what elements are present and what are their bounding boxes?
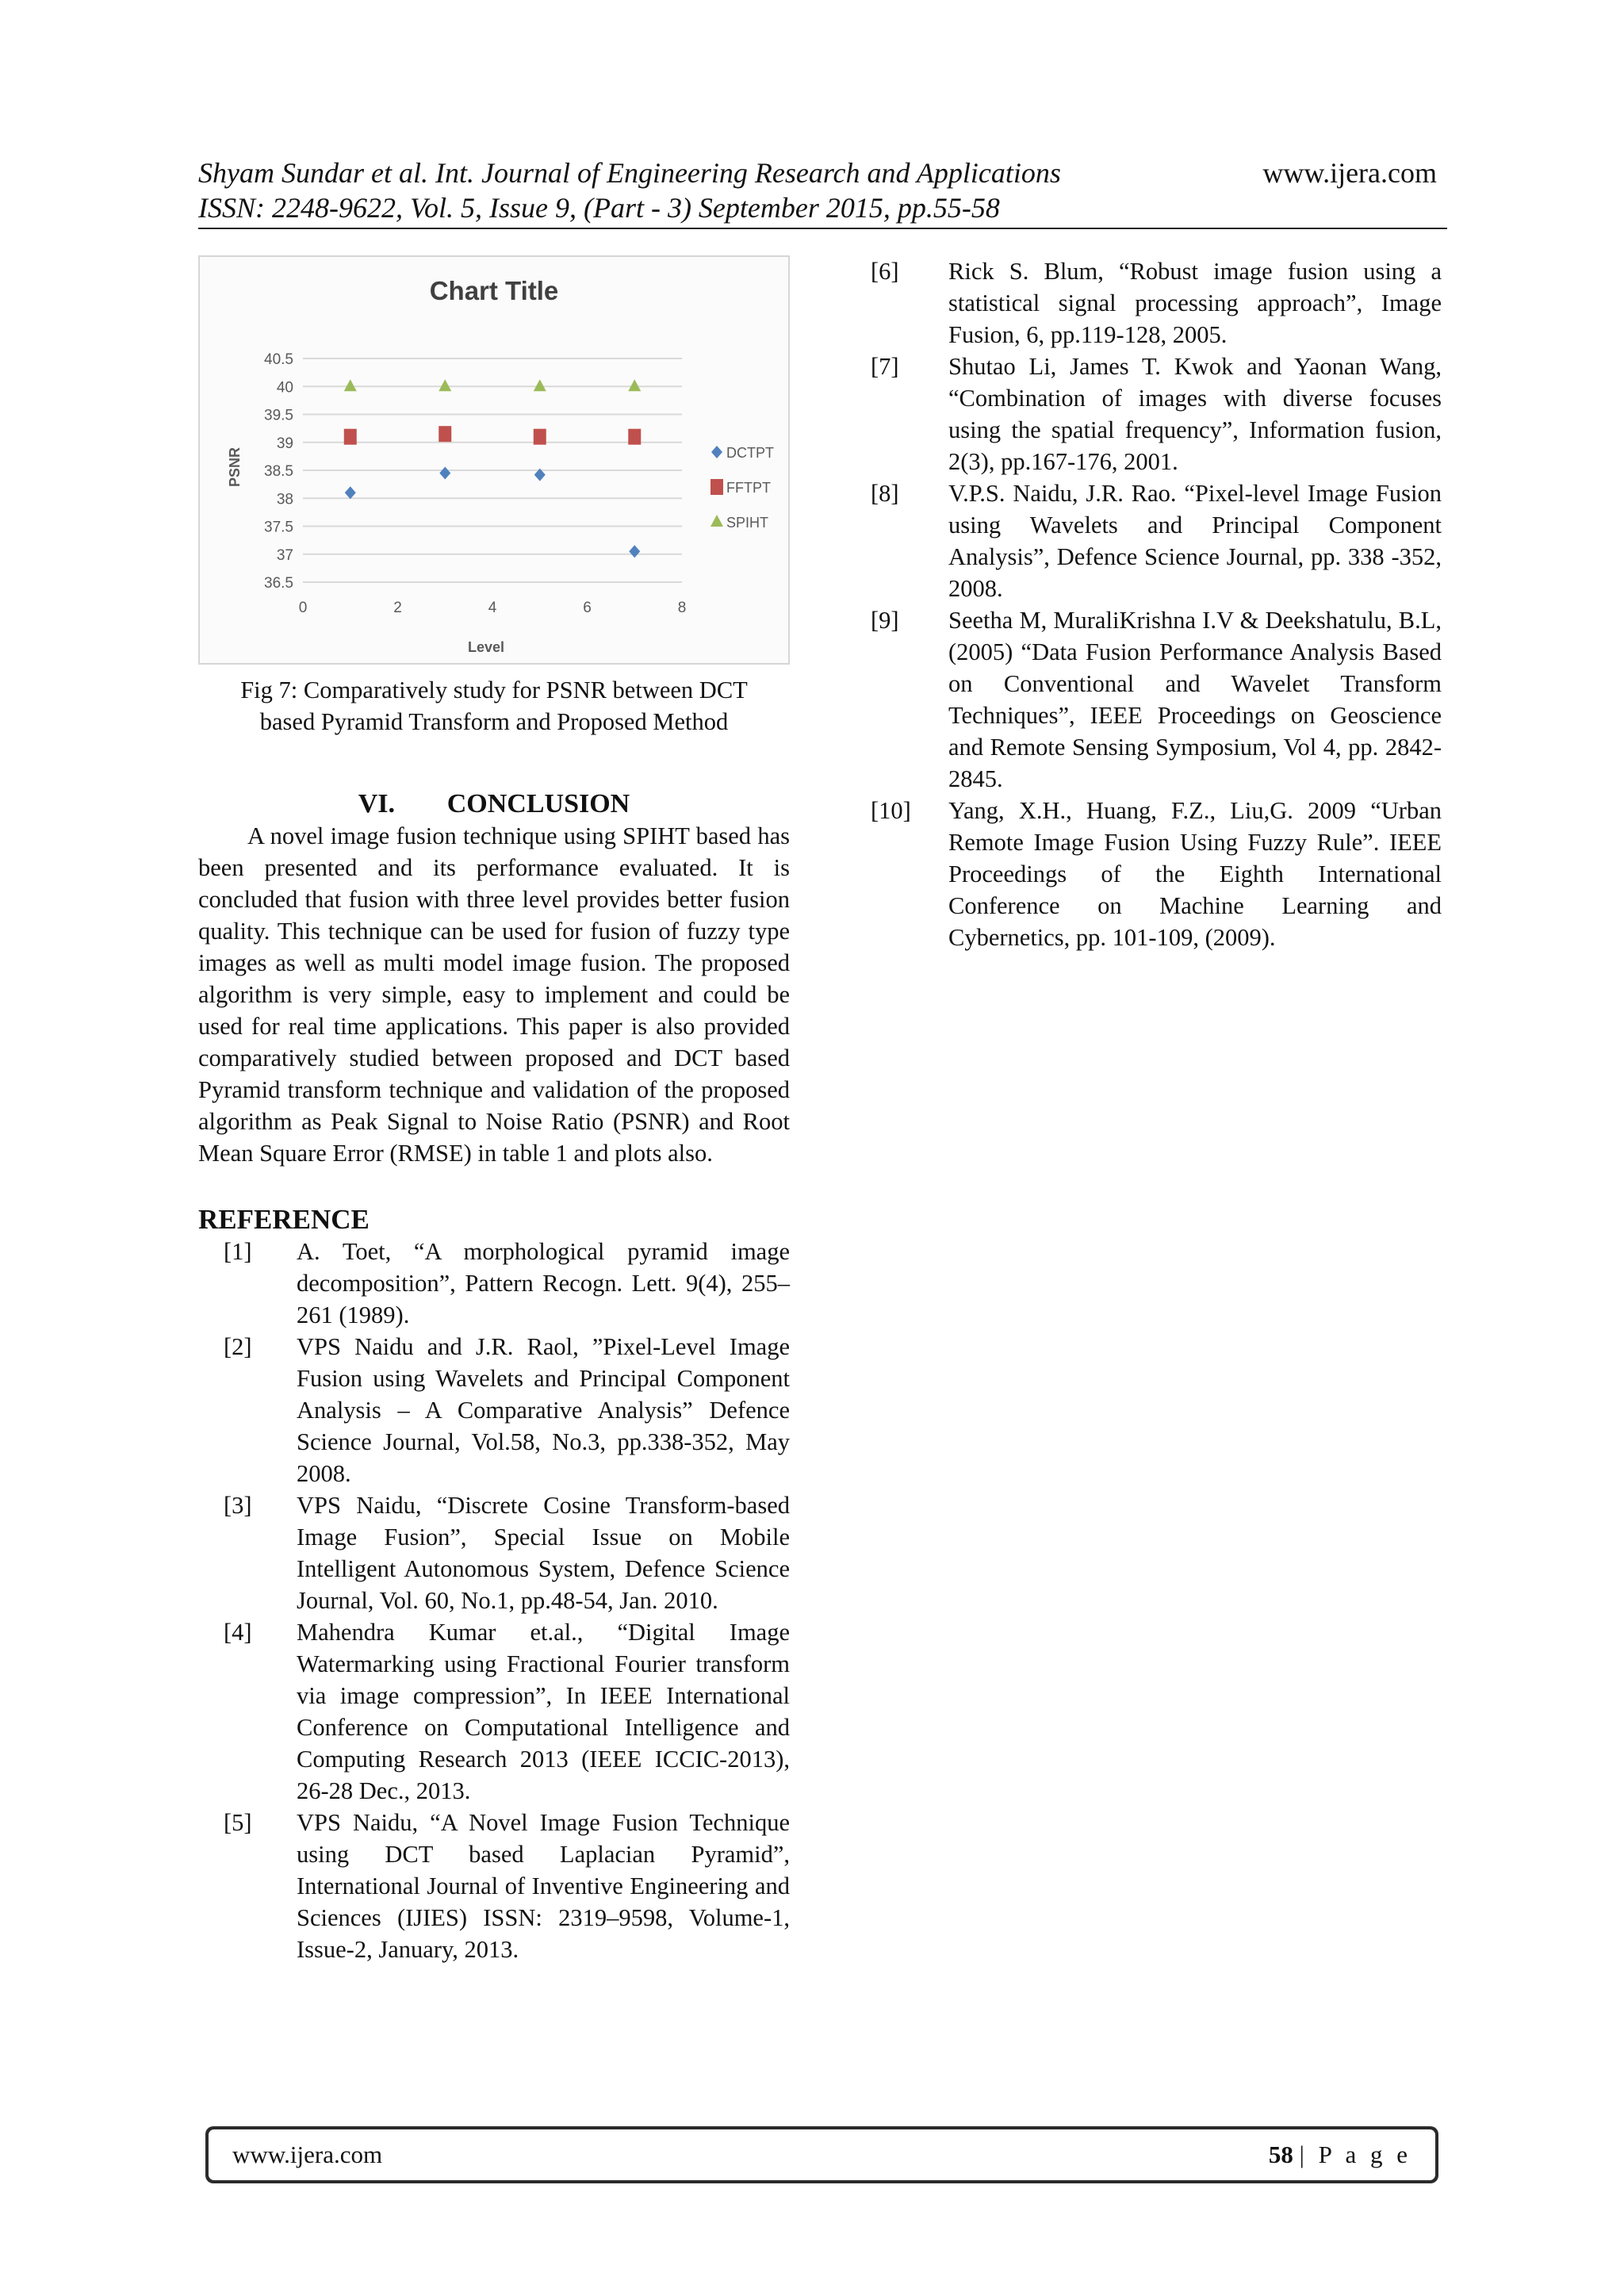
page-label: | P a g e: [1299, 2141, 1411, 2168]
figure-caption: [198, 674, 790, 738]
chart-title: Chart Title: [429, 276, 559, 305]
data-point-fftpt: [628, 429, 641, 445]
reference-item: [198, 1616, 790, 1807]
legend-label: FFTPT: [726, 480, 771, 496]
reference-item: [198, 1236, 790, 1331]
reference-text: V.P.S. Naidu, J.R. Rao. “Pixel-level Image Fusion using Wavelets and Principal Component Analysis”, Defence Science Journal, pp. 338 -352, 2008.: [948, 480, 1442, 602]
right-column: [871, 255, 1442, 953]
figure-caption-line: Fig 7: Comparatively study for PSNR between DCT: [240, 677, 748, 703]
x-tick-label: 2: [393, 600, 402, 616]
x-tick-label: 8: [677, 600, 687, 616]
reference-item: [198, 1331, 790, 1489]
legend-label: DCTPT: [726, 445, 774, 461]
y-tick-label: 37: [276, 546, 293, 564]
x-tick-label: 4: [488, 600, 497, 616]
page-footer: [205, 2126, 1438, 2183]
reference-number: [9]: [871, 607, 899, 634]
legend-marker-fftpt: [710, 479, 723, 495]
page-number: 58: [1268, 2141, 1293, 2168]
chart-canvas: [200, 257, 788, 663]
reference-item: [871, 604, 1442, 795]
section-heading: [198, 788, 790, 820]
y-tick-label: 37.5: [264, 519, 293, 536]
data-point-spiht: [344, 379, 357, 391]
reference-number: [5]: [224, 1809, 252, 1836]
reference-item: [871, 795, 1442, 953]
y-tick-label: 40.5: [264, 351, 293, 368]
reference-number: [4]: [224, 1619, 252, 1646]
reference-text: A. Toet, “A morphological pyramid image decomposition”, Pattern Recogn. Lett. 9(4), 255–261 (1989).: [297, 1238, 790, 1328]
x-axis-label: Level: [467, 639, 505, 655]
reference-number: [1]: [224, 1238, 252, 1265]
reference-text: Rick S. Blum, “Robust image fusion using a statistical signal processing approach”, Image Fusion, 6, pp.119-128, 2005.: [948, 258, 1442, 348]
references-heading: REFERENCE: [198, 1204, 370, 1235]
reference-number: [7]: [871, 353, 899, 380]
figure-caption-line: based Pyramid Transform and Proposed Method: [259, 708, 729, 735]
legend-label: SPIHT: [726, 515, 769, 531]
y-tick-label: 40: [276, 379, 293, 397]
reference-text: VPS Naidu and J.R. Raol, ”Pixel-Level Image Fusion using Wavelets and Principal Component Analysis – A Comparative Analysis” Defence Science Journal, Vol.58, No.3, pp.338-352, May 2008.: [297, 1333, 790, 1487]
reference-text: VPS Naidu, “A Novel Image Fusion Technique using DCT based Laplacian Pyramid”, International Journal of Inventive Engineering and Sciences (IJIES) ISSN: 2319–9598, Volume-1, Issue-2, January, 2013.: [297, 1809, 790, 1963]
reference-item: [198, 1807, 790, 1965]
reference-text: Shutao Li, James T. Kwok and Yaonan Wang, “Combination of images with diverse focuses using the spatial frequency”, Information fusion, 2(3), pp.167-176, 2001.: [948, 353, 1442, 475]
reference-number: [6]: [871, 258, 899, 285]
data-point-spiht: [439, 379, 451, 391]
journal-citation: Shyam Sundar et al. Int. Journal of Engineering Research and Applications: [198, 157, 1061, 189]
reference-text: VPS Naidu, “Discrete Cosine Transform-based Image Fusion”, Special Issue on Mobile Intelligent Autonomous System, Defence Science Journal, Vol. 60, No.1, pp.48-54, Jan. 2010.: [297, 1492, 790, 1614]
y-tick-label: 38: [276, 491, 293, 508]
section-title: CONCLUSION: [446, 789, 630, 818]
data-point-dctpt: [439, 467, 450, 480]
reference-number: [3]: [224, 1492, 252, 1519]
data-point-fftpt: [439, 426, 451, 442]
y-tick-label: 39: [276, 435, 293, 452]
reference-text: Yang, X.H., Huang, F.Z., Liu,G. 2009 “Urban Remote Image Fusion Using Fuzzy Rule”. IEEE Proceedings of the Eighth International Conference on Machine Learning and Cybernetics, pp. 101-109, (2009).: [948, 797, 1442, 951]
reference-number: [8]: [871, 480, 899, 507]
y-tick-label: 39.5: [264, 407, 293, 424]
issn-line: ISSN: 2248-9622, Vol. 5, Issue 9, (Part - 3) September 2015, pp.55-58: [198, 192, 1000, 224]
reference-item: [198, 1489, 790, 1616]
reference-number: [2]: [224, 1333, 252, 1360]
reference-text: Mahendra Kumar et.al., “Digital Image Watermarking using Fractional Fourier transform via image compression”, In IEEE International Conference on Computational Intelligence and Computing Research 2013 (IEEE ICCIC-2013), 26-28 Dec., 2013.: [297, 1619, 790, 1804]
legend-marker-dctpt: [711, 446, 722, 458]
reference-list: [198, 1236, 790, 1965]
running-header: [198, 155, 1437, 225]
page-number-label: [1269, 2141, 1411, 2169]
data-point-spiht: [534, 379, 546, 391]
x-tick-label: 6: [583, 600, 592, 616]
y-tick-label: 38.5: [264, 463, 293, 480]
x-tick-label: 0: [298, 600, 308, 616]
data-point-dctpt: [629, 545, 640, 558]
data-point-spiht: [628, 379, 641, 391]
reference-list: [871, 255, 1442, 953]
data-point-fftpt: [534, 429, 546, 445]
y-tick-label: 36.5: [264, 575, 293, 592]
reference-number: [10]: [871, 797, 911, 824]
data-point-fftpt: [344, 429, 357, 445]
reference-item: [871, 351, 1442, 477]
left-column: [198, 255, 790, 1965]
reference-item: [871, 255, 1442, 351]
legend-marker-spiht: [710, 515, 723, 527]
data-point-dctpt: [345, 486, 356, 499]
section-number: VI.: [358, 789, 396, 818]
reference-item: [871, 477, 1442, 604]
reference-text: Seetha M, MuraliKrishna I.V & Deekshatulu, B.L, (2005) “Data Fusion Performance Analysis Based on Conventional and Wavelet Transform Techniques”, IEEE Proceedings on Geoscience and Remote Sensing Symposium, Vol 4, pp. 2842-2845.: [948, 607, 1442, 792]
footer-site[interactable]: www.ijera.com: [232, 2141, 383, 2168]
header-rule: [198, 228, 1447, 229]
psnr-chart: [198, 255, 790, 665]
y-axis-label: PSNR: [227, 447, 243, 488]
conclusion-paragraph: A novel image fusion technique using SPIHT based has been presented and its performance evaluated. It is concluded that fusion with three level provides better fusion quality. This technique can be used for fusion of fuzzy type images as well as multi model image fusion. The proposed algorithm is very simple, easy to implement and could be used for real time applications. This paper is also provided comparatively studied between proposed and DCT based Pyramid transform technique and validation of the proposed algorithm as Peak Signal to Noise Ratio (PSNR) and Root Mean Square Error (RMSE) in table 1 and plots also.: [198, 822, 790, 1167]
header-site[interactable]: www.ijera.com: [1262, 157, 1437, 189]
